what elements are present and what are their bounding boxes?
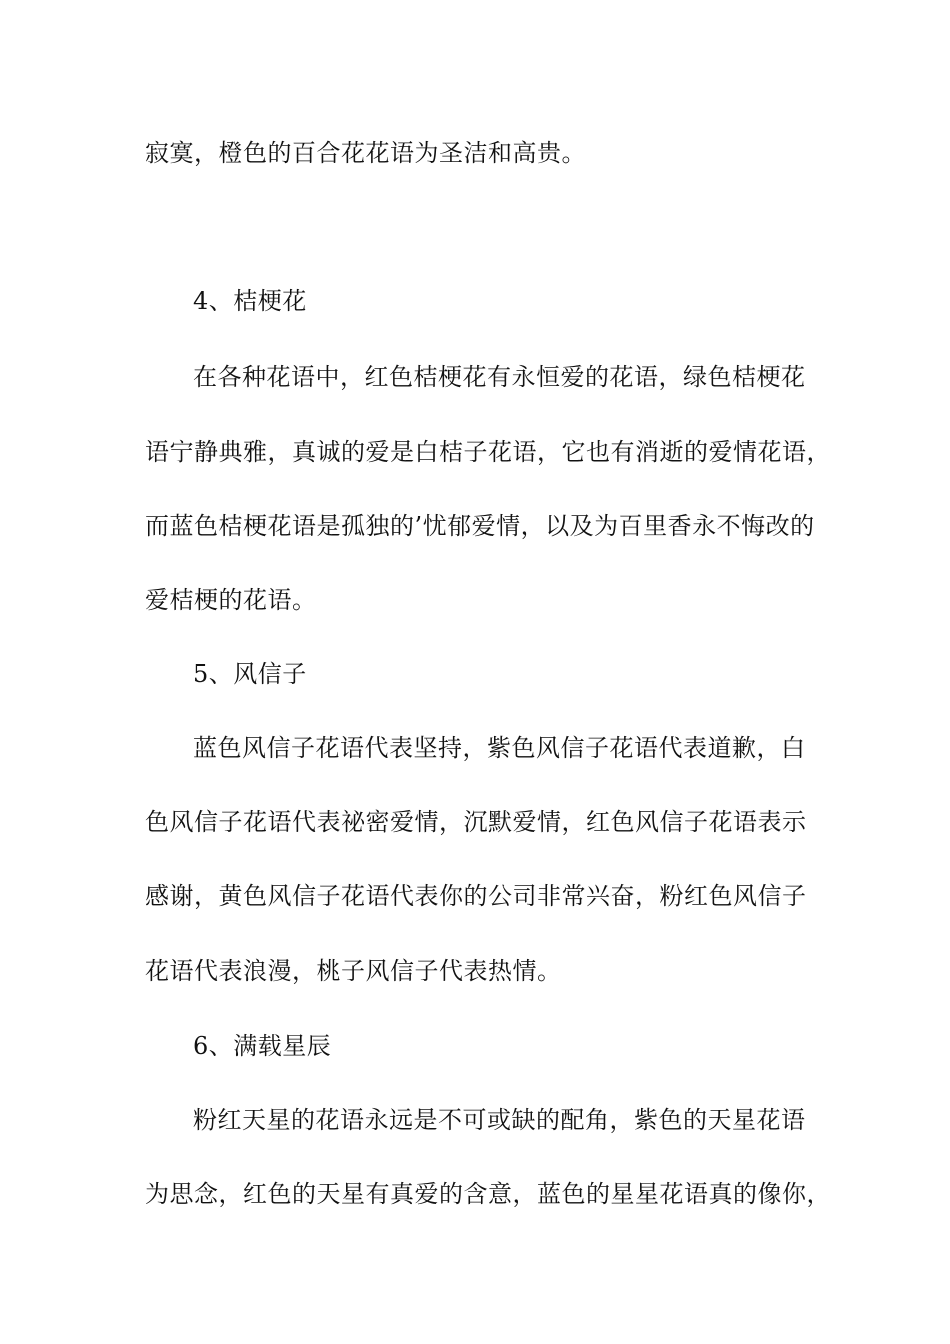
paragraph-line: 爱桔梗的花语。 — [145, 586, 317, 614]
paragraph-line: 在各种花语中，红色桔梗花有永恒爱的花语，绿色桔梗花 — [193, 363, 806, 391]
section-heading: 5、风信子 — [193, 660, 307, 688]
paragraph-line: 色风信子花语代表祕密爱情，沉默爱情，红色风信子花语表示 — [145, 808, 807, 836]
paragraph-line: 为思念，红色的天星有真爱的含意，蓝色的星星花语真的像你， — [145, 1180, 831, 1208]
paragraph-line: 蓝色风信子花语代表坚持，紫色风信子花语代表道歉，白 — [193, 734, 806, 762]
section-heading: 6、满载星辰 — [193, 1032, 332, 1060]
paragraph-line: 花语代表浪漫，桃子风信子代表热情。 — [145, 957, 562, 985]
paragraph-line: 而蓝色桔梗花语是孤独的’忧郁爱情，以及为百里香永不悔改的 — [145, 512, 815, 540]
paragraph-line: 感谢，黄色风信子花语代表你的公司非常兴奋，粉红色风信子 — [145, 882, 807, 910]
paragraph-line: 语宁静典雅，真诚的爱是白桔子花语，它也有消逝的爱情花语， — [145, 438, 831, 466]
paragraph-line: 寂寞，橙色的百合花花语为圣洁和高贵。 — [145, 139, 586, 167]
paragraph-line: 粉红天星的花语永远是不可或缺的配角，紫色的天星花语 — [193, 1106, 806, 1134]
section-heading: 4、桔梗花 — [193, 287, 307, 315]
